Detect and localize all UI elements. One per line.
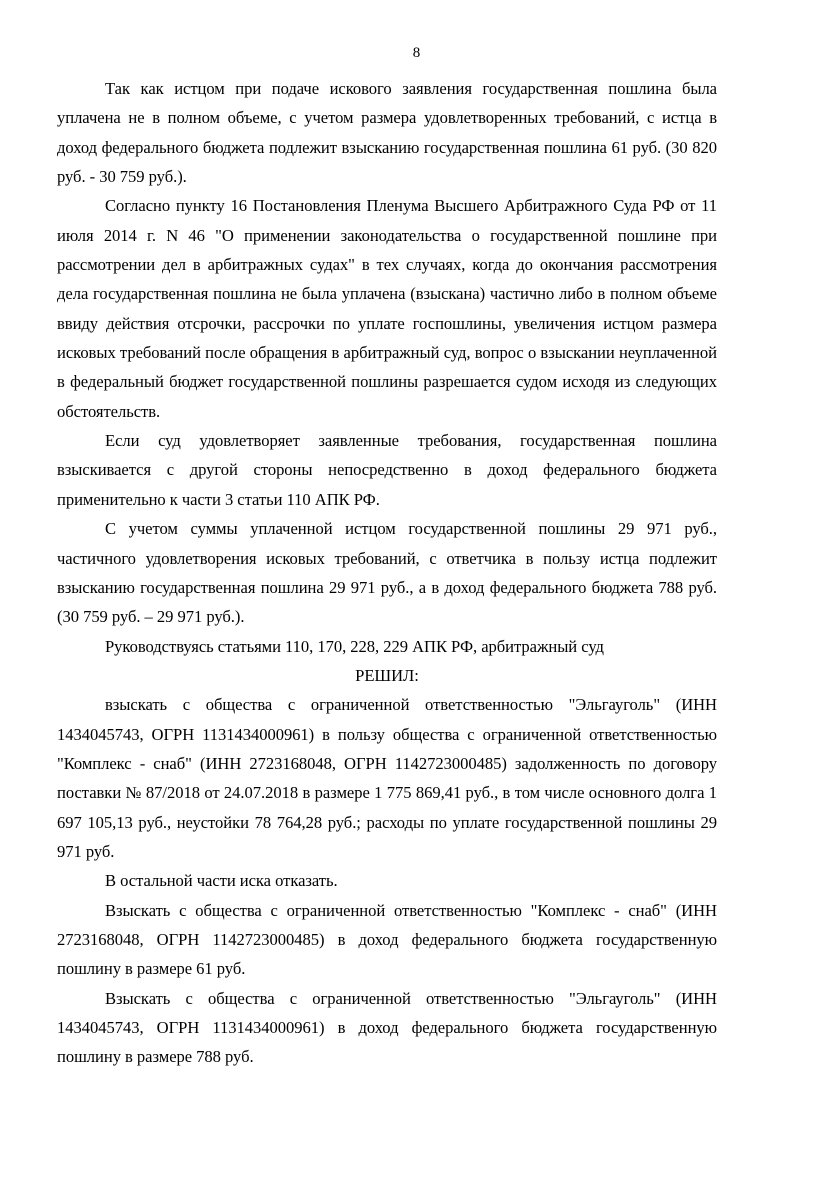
paragraph-recover-fee-plaintiff: Взыскать с общества с ограниченной ответственностью "Комплекс - снаб" (ИНН 2723168048, ОГРН 1142723000485) в доход федерального бюджета государственную пошлину в размере 61 руб. <box>57 900 717 979</box>
paragraph-plenum-resolution: Согласно пункту 16 Постановления Пленума Высшего Арбитражного Суда РФ от 11 июля 2014 г. N 46 "О применении законодательства о государственной пошлине при рассмотрении дел в арбитражных судах" в тех случаях, когда до окончания рассмотрения дела государственная пошлина не была уплачена (взыскана) частично либо в полном объеме ввиду действия отсрочки, рассрочки по уплате госпошлины, увеличения истцом размера исковых требований после обращения в арбитражный суд, вопрос о взыскании неуплаченной в федеральный бюджет государственной пошлины разрешается судом исходя из следующих обстоятельств. <box>57 196 717 421</box>
page-number: 8 <box>412 45 421 61</box>
paragraph-state-fee-underpaid: Так как истцом при подаче искового заявления государственная пошлина была уплачена не в полном объеме, с учетом размера удовлетворенных требований, с истца в доход федерального бюджета подлежит взысканию государственная пошлина 61 руб. (30 820 руб. - 30 759 руб.). <box>57 79 717 187</box>
decision-heading: РЕШИЛ: <box>355 665 419 685</box>
paragraph-rest-denied: В остальной части иска отказать. <box>105 871 338 891</box>
document-body <box>57 74 717 1072</box>
paragraph-fee-calculation: С учетом суммы уплаченной истцом государственной пошлины 29 971 руб., частичного удовлетворения исковых требований, с ответчика в пользу истца подлежит взысканию государственная пошлина 29 971 руб., а в доход федерального бюджета 788 руб. (30 759 руб. – 29 971 руб.). <box>57 519 717 627</box>
paragraph-recover-fee-defendant: Взыскать с общества с ограниченной ответственностью "Эльгауголь" (ИНН 1434045743, ОГРН 1131434000961) в доход федерального бюджета государственную пошлину в размере 788 руб. <box>57 988 717 1067</box>
paragraph-claims-satisfied: Если суд удовлетворяет заявленные требования, государственная пошлина взыскивается с другой стороны непосредственно в доход федерального бюджета применительно к части 3 статьи 110 АПК РФ. <box>57 431 717 509</box>
paragraph-recover-debt: взыскать с общества с ограниченной ответственностью "Эльгауголь" (ИНН 1434045743, ОГРН 1131434000961) в пользу общества с ограниченной ответственностью "Комплекс - снаб" (ИНН 2723168048, ОГРН 1142723000485) задолженность по договору поставки № 87/2018 от 24.07.2018 в размере 1 775 869,41 руб., в том числе основного долга 1 697 105,13 руб., неустойки 78 764,28 руб.; расходы по уплате государственной пошлины 29 971 руб. <box>57 695 717 861</box>
paragraph-guided-by-articles: Руководствуясь статьями 110, 170, 228, 229 АПК РФ, арбитражный суд <box>105 636 604 656</box>
